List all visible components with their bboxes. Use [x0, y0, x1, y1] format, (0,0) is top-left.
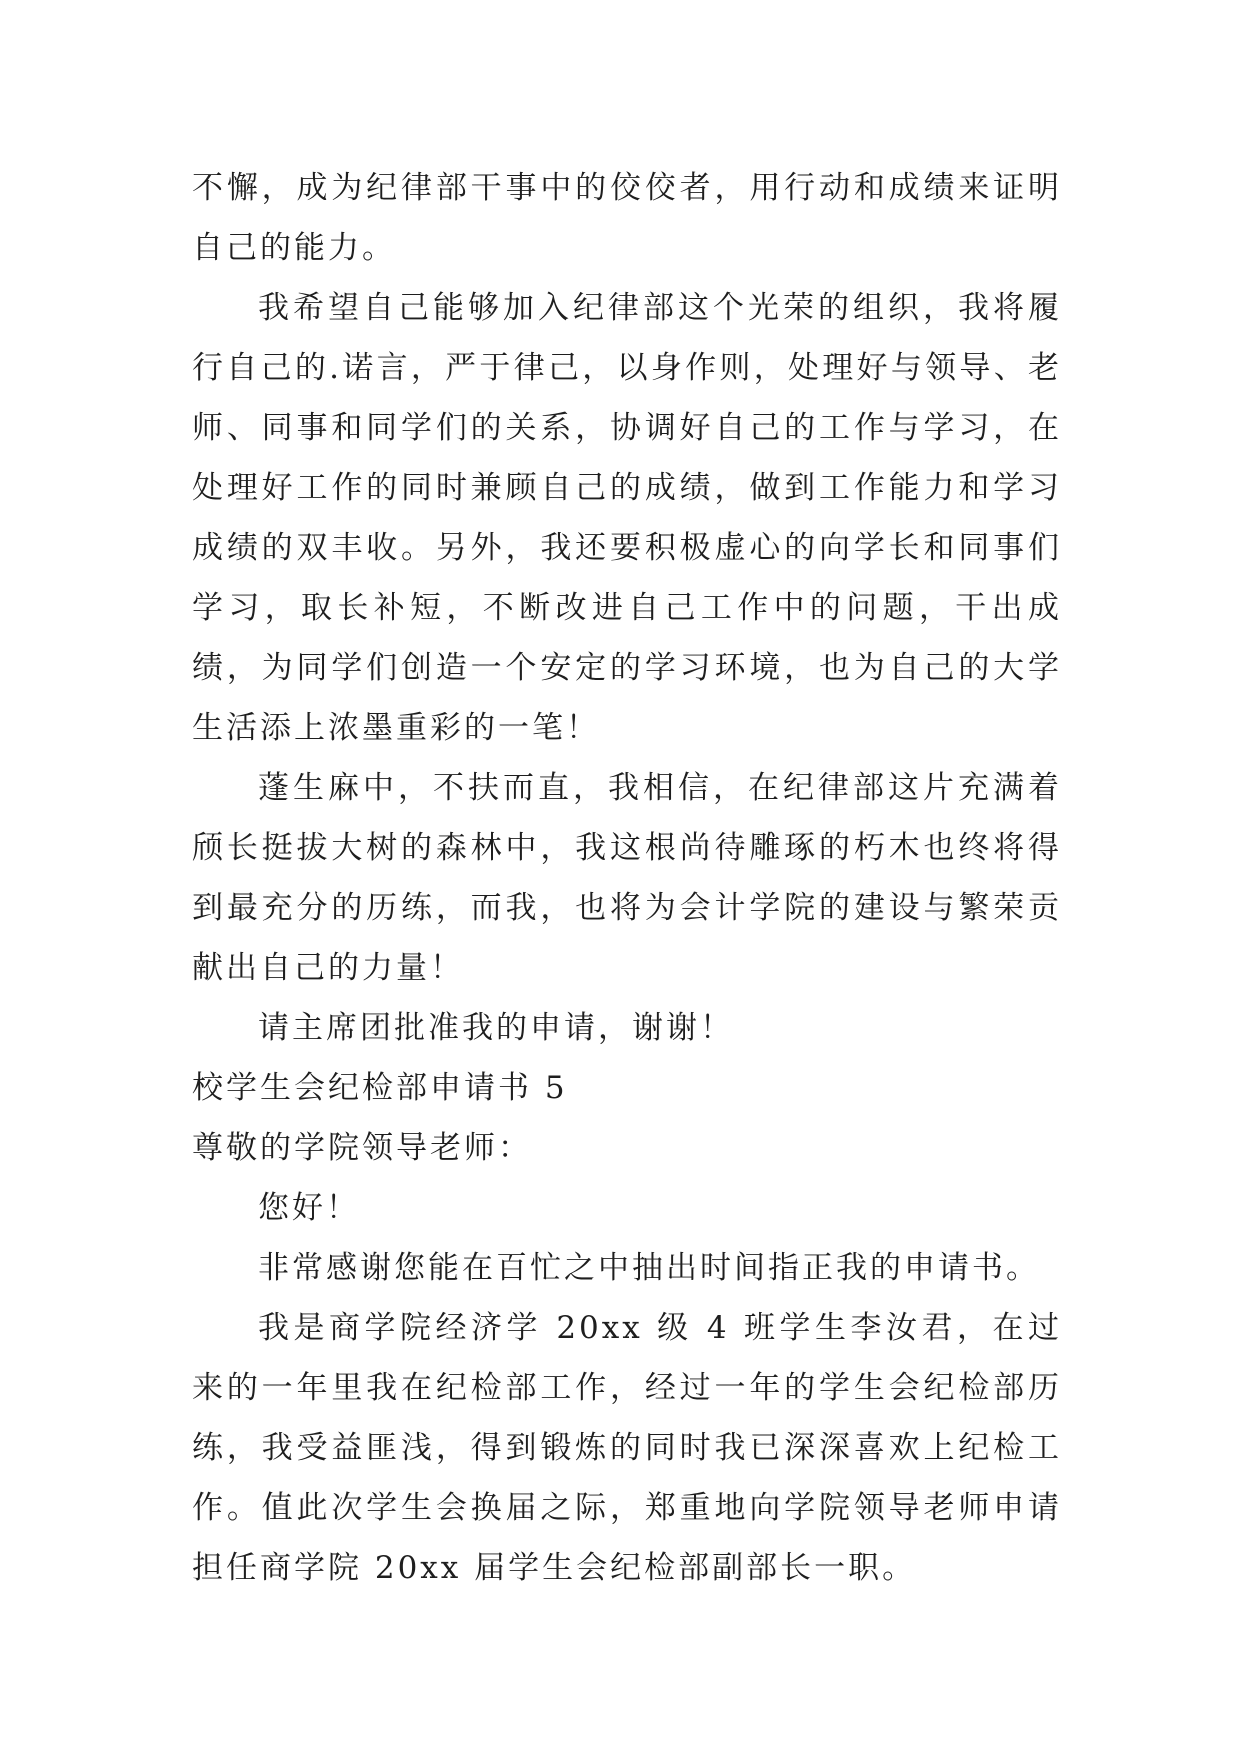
salutation: 尊敬的学院领导老师：	[192, 1130, 532, 1166]
paragraph-belief: 蓬生麻中，不扶而直，我相信，在纪律部这片充满着颀长挺拔大树的森林中，我这根尚待雕琢的朽木也终将得到最充分的历练，而我，也将为会计学院的建设与繁荣贡献出自己的力量！	[192, 770, 1062, 986]
paragraph-request: 请主席团批准我的申请，谢谢！	[258, 1010, 734, 1046]
greeting: 您好！	[258, 1190, 360, 1226]
paragraph-closing-previous: 不懈，成为纪律部干事中的佼佼者，用行动和成绩来证明自己的能力。	[192, 170, 1062, 266]
document-body	[192, 158, 1062, 1598]
paragraph-commitment: 我希望自己能够加入纪律部这个光荣的组织，我将履行自己的.诺言，严于律己，以身作则，处理好与领导、老师、同事和同学们的关系，协调好自己的工作与学习，在处理好工作的同时兼顾自己的成绩，做到工作能力和学习成绩的双丰收。另外，我还要积极虚心的向学长和同事们学习，取长补短，不断改进自己工作中的问题，干出成绩，为同学们创造一个安定的学习环境，也为自己的大学生活添上浓墨重彩的一笔！	[192, 290, 1062, 746]
paragraph-thanks: 非常感谢您能在百忙之中抽出时间指正我的申请书。	[258, 1250, 1040, 1286]
paragraph-introduction: 我是商学院经济学 20xx 级 4 班学生李汝君，在过来的一年里我在纪检部工作，经过一年的学生会纪检部历练，我受益匪浅，得到锻炼的同时我已深深喜欢上纪检工作。值此次学生会换届之际，郑重地向学院领导老师申请担任商学院 20xx 届学生会纪检部副部长一职。	[192, 1310, 1062, 1586]
section-title: 校学生会纪检部申请书 5	[192, 1070, 568, 1106]
